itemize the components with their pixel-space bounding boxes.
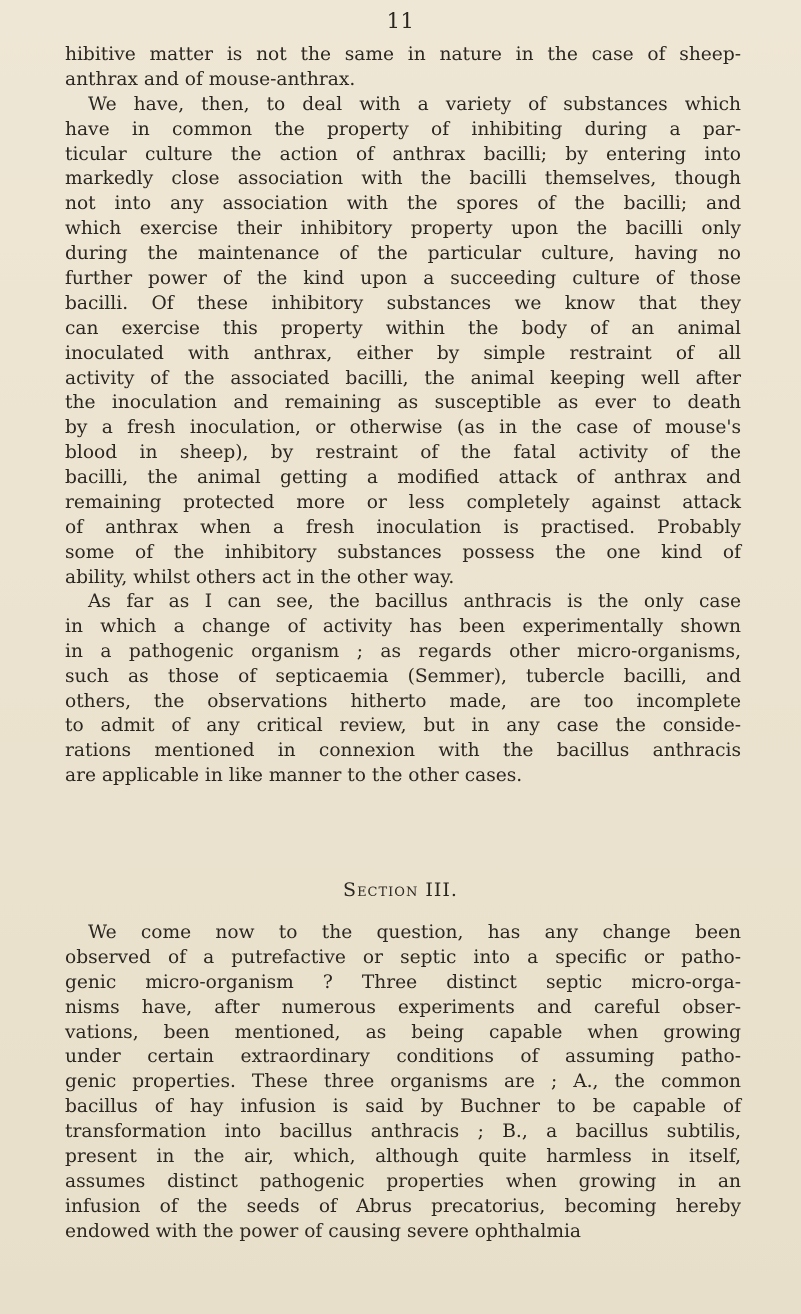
text-line: further power of the kind upon a succeeding culture of those bbox=[65, 268, 741, 290]
paragraph-3 bbox=[65, 921, 741, 1245]
text-line: endowed with the power of causing severe ophthalmia bbox=[65, 1220, 582, 1242]
text-line: nisms have, after numerous experiments and careful obser- bbox=[65, 996, 741, 1018]
text-line: under certain extraordinary conditions of assuming patho- bbox=[65, 1046, 741, 1068]
text-line: transformation into bacillus anthracis ; B., a bacillus subtilis, bbox=[65, 1121, 741, 1143]
text-line: bacilli, the animal getting a modified attack of anthrax and bbox=[65, 467, 741, 489]
text-line: such as those of septicaemia (Semmer), tubercle bacilli, and bbox=[65, 665, 741, 687]
text-line: are applicable in like manner to the other cases. bbox=[65, 765, 523, 787]
text-line: genic micro-organism ? Three distinct septic micro-orga- bbox=[65, 971, 741, 993]
text-line: present in the air, which, although quite harmless in itself, bbox=[65, 1146, 741, 1168]
text-line: activity of the associated bacilli, the animal keeping well after bbox=[65, 367, 741, 389]
text-line: others, the observations hitherto made, are too incomplete bbox=[65, 690, 741, 712]
text-line: the inoculation and remaining as susceptible as ever to death bbox=[65, 392, 741, 414]
text-line: can exercise this property within the body of an animal bbox=[65, 317, 741, 339]
text-line: in a pathogenic organism ; as regards other micro-organisms, bbox=[65, 640, 741, 662]
text-line: We come now to the question, has any change been bbox=[88, 922, 741, 943]
text-line: by a fresh inoculation, or otherwise (as in the case of mouse's bbox=[65, 417, 741, 439]
text-line: infusion of the seeds of Abrus precatorius, becoming hereby bbox=[65, 1195, 741, 1217]
text-line: anthrax and of mouse-anthrax. bbox=[65, 68, 356, 90]
text-line: observed of a putrefactive or septic into a specific or patho- bbox=[65, 946, 741, 968]
text-line: markedly close association with the bacilli themselves, though bbox=[65, 168, 741, 190]
text-line: We have, then, to deal with a variety of substances which bbox=[88, 93, 741, 115]
text-line: remaining protected more or less completely against attack bbox=[65, 492, 741, 514]
text-line: vations, been mentioned, as being capable when growing bbox=[65, 1021, 741, 1043]
text-line: genic properties. These three organisms are ; A., the common bbox=[65, 1071, 741, 1093]
paragraph-1 bbox=[65, 43, 741, 591]
text-line: assumes distinct pathogenic properties when growing in an bbox=[65, 1170, 741, 1192]
text-line: inoculated with anthrax, either by simple restraint of all bbox=[65, 342, 741, 364]
text-line: ticular culture the action of anthrax bacilli; by entering into bbox=[65, 143, 741, 165]
text-line: bacillus of hay infusion is said by Buchner to be capable of bbox=[65, 1096, 741, 1118]
text-line: to admit of any critical review, but in any case the conside- bbox=[65, 715, 741, 737]
text-line: during the maintenance of the particular culture, having no bbox=[65, 243, 741, 265]
text-line: of anthrax when a fresh inoculation is practised. Probably bbox=[65, 516, 741, 538]
text-line: rations mentioned in connexion with the bacillus anthracis bbox=[65, 740, 741, 762]
text-line: bacilli. Of these inhibitory substances we know that they bbox=[65, 292, 741, 314]
text-line: in which a change of activity has been experimentally shown bbox=[65, 615, 741, 637]
section-heading: Section III. bbox=[343, 879, 458, 901]
text-line: blood in sheep), by restraint of the fatal activity of the bbox=[65, 442, 741, 464]
text-line: ability, whilst others act in the other way. bbox=[65, 566, 455, 588]
page-number: 11 bbox=[386, 9, 415, 33]
paragraph-2 bbox=[65, 590, 741, 789]
text-line: some of the inhibitory substances possess the one kind of bbox=[65, 541, 741, 563]
text-line: which exercise their inhibitory property upon the bacilli only bbox=[65, 218, 741, 240]
text-line: not into any association with the spores of the bacilli; and bbox=[65, 193, 741, 215]
text-line: hibitive matter is not the same in nature in the case of sheep- bbox=[65, 44, 741, 65]
text-line: have in common the property of inhibiting during a par- bbox=[65, 118, 741, 140]
text-line: As far as I can see, the bacillus anthracis is the only case bbox=[88, 591, 741, 612]
